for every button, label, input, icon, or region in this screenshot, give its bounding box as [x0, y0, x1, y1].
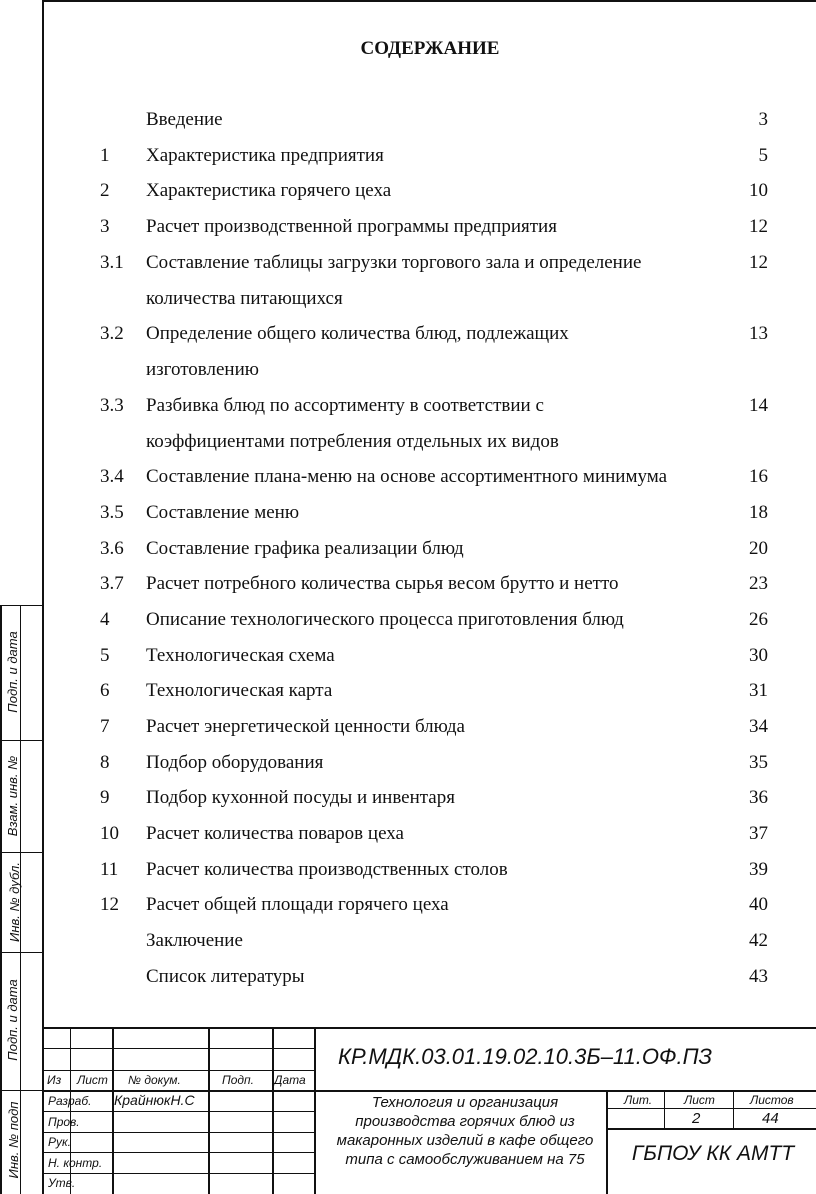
toc-entry-title: [146, 209, 726, 245]
toc-entry-title: [146, 531, 726, 567]
toc-entry-title-line: Составление плана-меню на основе ассортиментного минимума: [146, 466, 668, 487]
toc-entry-title: [146, 602, 726, 638]
role-developer: Разраб.: [48, 1094, 92, 1108]
sheet-value: 2: [692, 1110, 701, 1127]
toc-entry-number: 1: [100, 145, 110, 166]
toc-entry-title-line: Характеристика горячего цеха: [146, 180, 392, 201]
toc-entry: [0, 638, 816, 674]
toc-entry-title-line: Расчет количества поваров цеха: [146, 823, 404, 844]
toc-entry-number: 3.3: [100, 395, 124, 416]
toc-entry-number: 9: [100, 787, 110, 808]
toc-entry-page: 3: [758, 109, 768, 130]
toc-entry-page: 35: [749, 752, 768, 773]
stamp-hline: [44, 1048, 315, 1049]
toc-entry-page: 26: [749, 609, 768, 630]
toc-entry-title-line: Расчет энергетической ценности блюда: [146, 716, 465, 737]
toc-entry-page: 30: [749, 645, 768, 666]
toc-entry-page: 14: [749, 395, 768, 416]
toc-entry-page: 36: [749, 787, 768, 808]
toc-entry-title-line: Подбор кухонной посуды и инвентаря: [146, 787, 455, 808]
sheet-label: Лист: [684, 1093, 715, 1107]
toc-entry-page: 42: [749, 930, 768, 951]
role-approver: Утв.: [48, 1176, 76, 1190]
toc-entry: [0, 745, 816, 781]
toc-entry-page: 31: [749, 680, 768, 701]
toc-entry: [0, 780, 816, 816]
toc-entry: [0, 316, 816, 380]
toc-entry-title: [146, 923, 726, 959]
toc-entry-title: [146, 780, 726, 816]
toc-entry-title-line: Составление таблицы загрузки торгового зала и определение: [146, 252, 642, 273]
toc-entry: [0, 852, 816, 888]
toc-entry: [0, 209, 816, 245]
toc-entry-page: 12: [749, 252, 768, 273]
role-supervisor: Рук.: [48, 1135, 72, 1149]
toc-entry: [0, 602, 816, 638]
toc-entry-number: 4: [100, 609, 110, 630]
side-label-sign-date-2: Подп. и дата: [5, 979, 20, 1061]
toc-entry-title: [146, 138, 726, 174]
role-norm-control: Н. контр.: [48, 1156, 103, 1170]
toc-entry-page: 13: [749, 323, 768, 344]
col-header-sheet: Лист: [77, 1073, 108, 1087]
toc-entry: [0, 102, 816, 138]
role-checker: Пров.: [48, 1115, 80, 1129]
toc-entry-page: 10: [749, 180, 768, 201]
developer-name: КрайнюкН.С: [114, 1092, 195, 1108]
toc-entry-title: [146, 816, 726, 852]
toc-entry: [0, 673, 816, 709]
toc-entry-title: [146, 709, 726, 745]
toc-entry-page: 37: [749, 823, 768, 844]
toc-entry-number: 2: [100, 180, 110, 201]
toc-entry-title: [146, 852, 726, 888]
stamp-vline: [664, 1091, 665, 1129]
organization-name: ГБПОУ КК АМТТ: [631, 1142, 795, 1165]
stamp-hline: [44, 1070, 315, 1071]
toc-entry-title-line: Разбивка блюд по ассортименту в соответствии с: [146, 395, 544, 416]
toc-entry-title-line: Расчет количества производственных столов: [146, 859, 508, 880]
toc-entry-number: 3.7: [100, 573, 124, 594]
page-title: СОДЕРЖАНИЕ: [360, 38, 500, 59]
toc-entry-title-line: Заключение: [146, 930, 243, 951]
toc-entry: [0, 816, 816, 852]
toc-entry: [0, 245, 816, 309]
toc-entry-title: [146, 745, 726, 781]
toc-entry-page: 16: [749, 466, 768, 487]
toc-entry-title-line: изготовлению: [146, 359, 259, 380]
toc-entry-title-line: Введение: [146, 109, 223, 130]
sheets-label: Листов: [750, 1093, 794, 1107]
toc-entry-number: 5: [100, 645, 110, 666]
toc-entry: [0, 173, 816, 209]
toc-entry-number: 3: [100, 216, 110, 237]
col-header-docnum: № докум.: [128, 1073, 181, 1087]
stamp-vline: [606, 1091, 608, 1194]
toc-entry-number: 11: [100, 859, 119, 880]
document-code: КР.МДК.03.01.19.02.10.3Б–11.ОФ.ПЗ: [338, 1044, 713, 1069]
toc-entry-title-line: Определение общего количества блюд, подлежащих: [146, 323, 569, 344]
stamp-hline: [44, 1132, 315, 1133]
toc-entry-number: 8: [100, 752, 110, 773]
toc-entry: [0, 531, 816, 567]
toc-entry-title-line: Расчет производственной программы предприятия: [146, 216, 557, 237]
toc-entry-title: [146, 959, 726, 995]
toc-entry-title-line: коэффициентами потребления отдельных их видов: [146, 431, 559, 452]
toc-entry: [0, 138, 816, 174]
toc-entry-number: 3.2: [100, 323, 124, 344]
toc-entry-title: [146, 566, 726, 602]
stamp-vline: [733, 1091, 734, 1129]
toc-entry-number: 10: [100, 823, 119, 844]
stamp-hline: [44, 1111, 315, 1112]
toc-entry-page: 20: [749, 538, 768, 559]
toc-entry-page: 40: [749, 894, 768, 915]
toc-entry-title: [146, 459, 726, 495]
toc-entry-title: [146, 495, 726, 531]
toc-entry-number: 3.5: [100, 502, 124, 523]
sheets-value: 44: [762, 1110, 779, 1127]
toc-entry-title-line: Составление графика реализации блюд: [146, 538, 464, 559]
toc-entry-title-line: Расчет потребного количества сырья весом брутто и нетто: [146, 573, 619, 594]
toc-entry-number: 3.6: [100, 538, 124, 559]
col-header-sign: Подп.: [222, 1073, 254, 1087]
toc-entry-title-line: Составление меню: [146, 502, 300, 523]
toc-entry-title-line: Характеристика предприятия: [146, 145, 384, 166]
side-label-sign-date: Подп. и дата: [5, 631, 20, 713]
toc-entry-title: [146, 245, 726, 317]
toc-entry-title-line: Описание технологического процесса приготовления блюд: [146, 609, 624, 630]
toc-entry: [0, 495, 816, 531]
stamp-hline: [44, 1152, 315, 1153]
toc-entry-number: 6: [100, 680, 110, 701]
toc-entry-number: 12: [100, 894, 119, 915]
toc-entry-title-line: Список литературы: [146, 966, 305, 987]
toc-entry-page: 12: [749, 216, 768, 237]
stamp-top-border: [44, 1027, 816, 1029]
toc-entry-title: [146, 102, 726, 138]
toc-entry: [0, 923, 816, 959]
side-label-dup-inv: Инв. № дубл.: [7, 862, 22, 942]
toc-entry: [0, 388, 816, 452]
frame-top-border: [42, 0, 816, 2]
side-label-replace-inv: Взам. инв. №: [5, 755, 20, 837]
toc-entry-number: 3.4: [100, 466, 124, 487]
toc-entry-number: 3.1: [100, 252, 124, 273]
toc-entry-page: 23: [749, 573, 768, 594]
toc-entry: [0, 887, 816, 923]
toc-entry-title-line: Технологическая карта: [146, 680, 333, 701]
toc-entry-title-line: количества питающихся: [146, 288, 343, 309]
toc-entry-title: [146, 673, 726, 709]
toc-entry-page: 34: [749, 716, 768, 737]
col-header-date: Дата: [274, 1073, 306, 1087]
toc-entry-title-line: Технологическая схема: [146, 645, 335, 666]
toc-entry-title-line: Подбор оборудования: [146, 752, 324, 773]
toc-entry-title: [146, 173, 726, 209]
toc-entry-page: 18: [749, 502, 768, 523]
toc-entry-page: 5: [758, 145, 768, 166]
toc-entry-title-line: Расчет общей площади горячего цеха: [146, 894, 449, 915]
toc-entry-title: [146, 638, 726, 674]
stamp-hline: [44, 1173, 315, 1174]
toc-entry-number: 7: [100, 716, 110, 737]
side-label-orig-inv: Инв. № подп: [6, 1101, 21, 1179]
lit-label: Лит.: [624, 1093, 653, 1107]
toc-entry: [0, 566, 816, 602]
document-title: Технология и организация производства горячих блюд из макаронных изделий в кафе общего типа с самообслуживанием на 75: [336, 1094, 594, 1168]
stamp-hline: [607, 1108, 816, 1109]
stamp-hline: [607, 1128, 816, 1130]
toc-entry-page: 39: [749, 859, 768, 880]
toc-entry-page: 43: [749, 966, 768, 987]
toc-entry: [0, 709, 816, 745]
toc-entry-title: [146, 887, 726, 923]
toc-entry: [0, 459, 816, 495]
toc-entry-title: [146, 316, 726, 388]
toc-entry-title: [146, 388, 726, 460]
toc-entry: [0, 959, 816, 995]
col-header-change: Из: [47, 1073, 62, 1087]
